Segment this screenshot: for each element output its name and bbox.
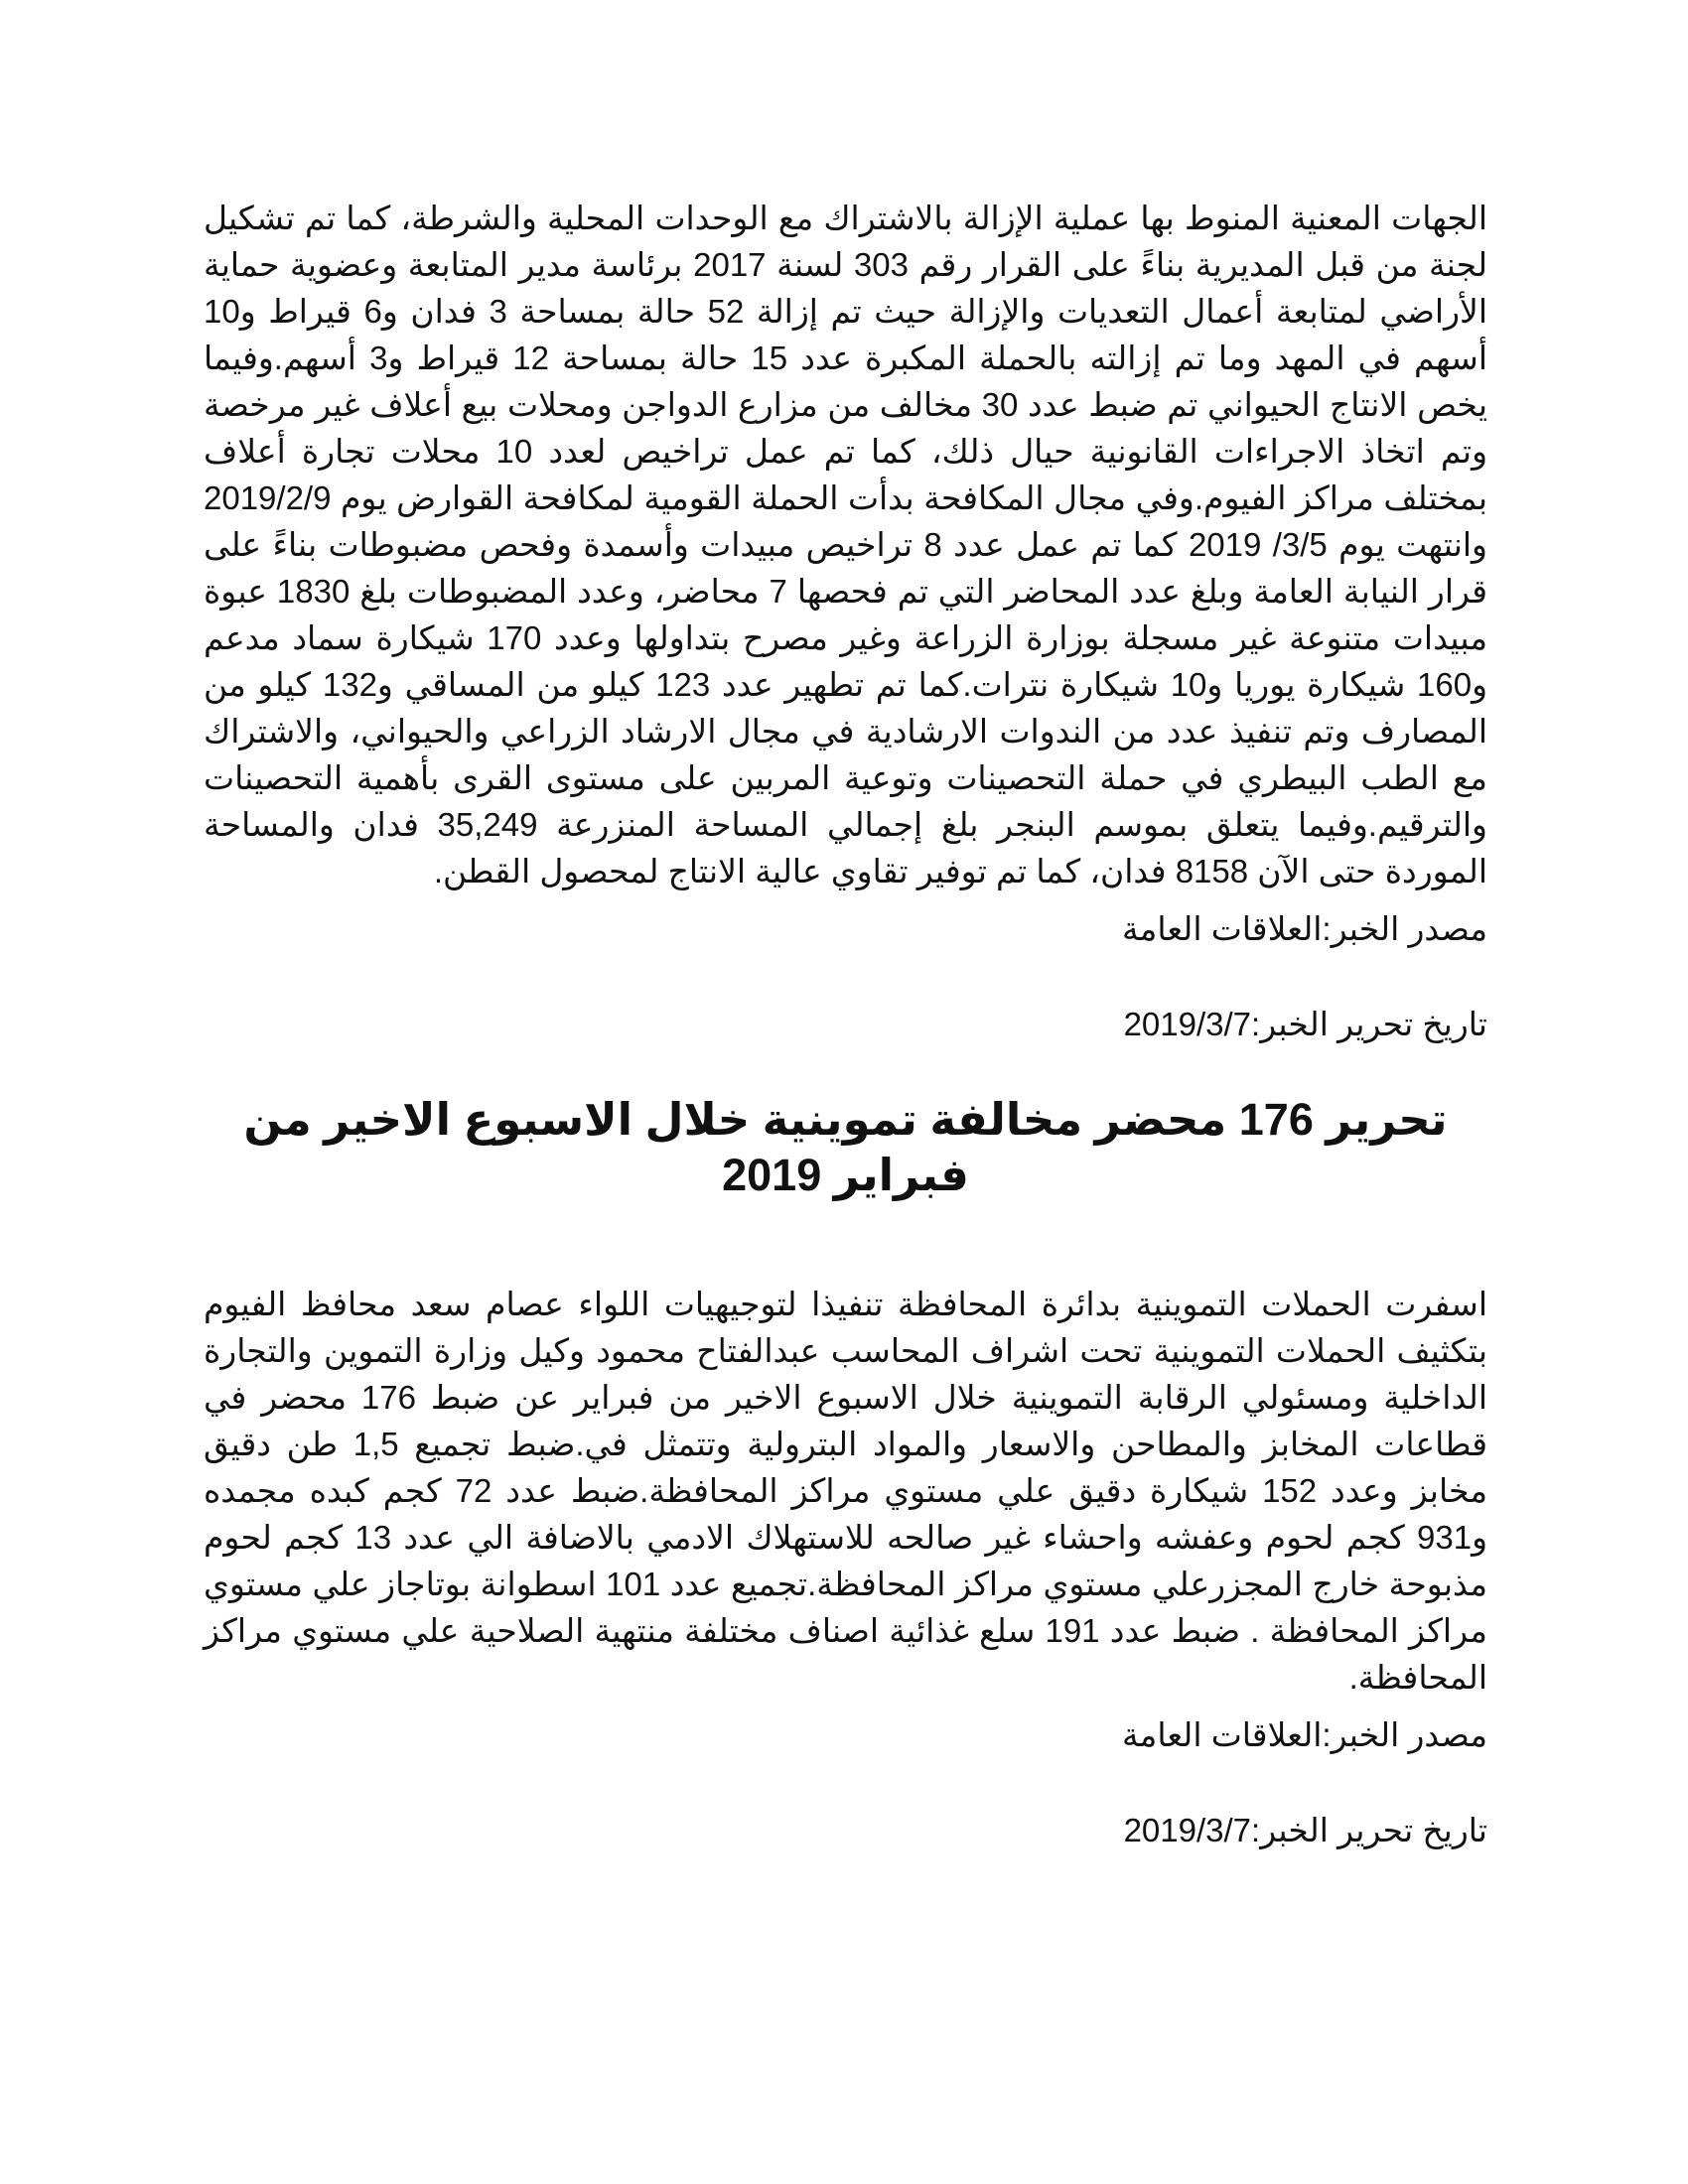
document-page — [204, 195, 1487, 1853]
article2-date: تاريخ تحرير الخبر:2019/3/7 — [1123, 1812, 1487, 1848]
article1-source: مصدر الخبر:العلاقات العامة — [1121, 910, 1487, 947]
article2-title: تحرير 176 محضر مخالفة تموينية خلال الاسبوع الاخير من فبراير 2019 — [243, 1094, 1448, 1200]
article2-source: مصدر الخبر:العلاقات العامة — [1121, 1716, 1487, 1753]
article2-body: اسفرت الحملات التموينية بدائرة المحافظة تنفيذا لتوجيهيات اللواء عصام سعد محافظ الفيوم بتكثيف الحملات التموينية تحت اشراف المحاسب عبدالفتاح محمود وكيل وزارة التموين والتجارة الداخلية ومسئولي الرقابة التموينية خلال الاسبوع الاخير من فبراير عن ضبط 176 محضر في قطاعات المخابز والمطاحن والاسعار والمواد البترولية وتتمثل في.ضبط تجميع 1,5 طن دقيق مخابز وعدد 152 شيكارة دقيق علي مستوي مراكز المحافظة.ضبط عدد 72 كجم كبده مجمده و931 كجم لحوم وعفشه واحشاء غير صالحه للاستهلاك الادمي بالاضافة الي عدد 13 كجم لحوم مذبوحة خارج المجزرعلي مستوي مراكز المحافظة.تجميع عدد 101 اسطوانة بوتاجاز علي مستوي مراكز المحافظة . ضبط عدد 191 سلع غذائية اصناف مختلفة منتهية الصلاحية علي مستوي مراكز المحافظة. — [204, 1286, 1488, 1696]
article1-date: تاريخ تحرير الخبر:2019/3/7 — [1123, 1006, 1487, 1042]
article1-body: الجهات المعنية المنوط بها عملية الإزالة بالاشتراك مع الوحدات المحلية والشرطة، كما تم تشكيل لجنة من قبل المديرية بناءً على القرار رقم 303 لسنة 2017 برئاسة مدير المتابعة وعضوية حماية الأراضي لمتابعة أعمال التعديات والإزالة حيث تم إزالة 52 حالة بمساحة 3 فدان و6 قيراط و10 أسهم في المهد وما تم إزالته بالحملة المكبرة عدد 15 حالة بمساحة 12 قيراط و3 أسهم.وفيما يخص الانتاج الحيواني تم ضبط عدد 30 مخالف من مزارع الدواجن ومحلات بيع أعلاف غير مرخصة وتم اتخاذ الاجراءات القانونية حيال ذلك، كما تم عمل تراخيص لعدد 10 محلات تجارة أعلاف بمختلف مراكز الفيوم.وفي مجال المكافحة بدأت الحملة القومية لمكافحة القوارض يوم 2019/2/9 وانتهت يوم 3/5/ 2019 كما تم عمل عدد 8 تراخيص مبيدات وأسمدة وفحص مضبوطات بناءً على قرار النيابة العامة وبلغ عدد المحاضر التي تم فحصها 7 محاضر، وعدد المضبوطات بلغ 1830 عبوة مبيدات متنوعة غير مسجلة بوزارة الزراعة وغير مصرح بتداولها وعدد 170 شيكارة سماد مدعم و160 شيكارة يوريا و10 شيكارة نترات.كما تم تطهير عدد 123 كيلو من المساقي و132 كيلو من المصارف وتم تنفيذ عدد من الندوات الارشادية في مجال الارشاد الزراعي والحيواني، والاشتراك مع الطب البيطري في حملة التحصينات وتوعية المربين على مستوى القرى بأهمية التحصينات والترقيم.وفيما يتعلق بموسم البنجر بلغ إجمالي المساحة المنزرعة 35,249 فدان والمساحة الموردة حتى الآن 8158 فدان، كما تم توفير تقاوي عالية الانتاج لمحصول القطن. — [204, 200, 1488, 889]
